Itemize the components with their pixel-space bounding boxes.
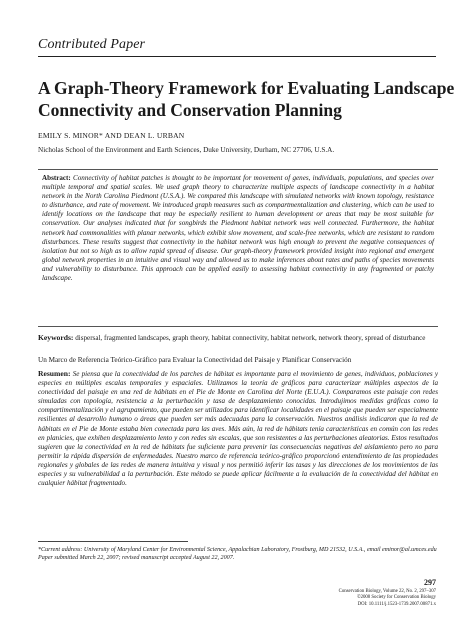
spanish-title: Un Marco de Referencia Teórico-Gráfico para Evaluar la Conectividad del Paisaje y Planificar Conservación bbox=[38, 356, 352, 364]
journal-citation: Conservation Biology, Volume 22, No. 2, 297–307 bbox=[338, 589, 436, 594]
keywords-label: Keywords: bbox=[38, 333, 74, 342]
paper-title bbox=[38, 77, 455, 121]
title-line: Connectivity and Conservation Planning bbox=[38, 100, 342, 120]
resumen-text: Se piensa que la conectividad de los parches de hábitat es importante para el movimiento de genes, individuos, poblaciones y especies en múltiples escalas temporales y espaciales. Utilizamos la teoría de gráficos para caracterizar múltiples aspectos de la conectividad del paisaje en una red de hábitats en el Pie de Monte en Carolina del Norte (E.U.A.). Comparamos este paisaje con redes simuladas con topología, resistencia a la perturbación y tasa de desplazamiento conocidas. Introdujimos medidas gráficas como la compartimentalización y el agrupamiento, que pueden ser utilizados para identificar localidades en el paisaje que pueden ser especialmente resilientes al desarrollo humano o áreas que pueden ser más adecuadas para la conservación. Nuestros análisis indicaron que la red de hábitats en el Pie de Monte estaba bien conectada para las aves. Más aún, la red de hábitats tenía características en común con las redes en planicies, que exhiben desplazamiento lento y con redes sin escalas, que son resistentes a las perturbaciones aleatorias. Estos resultados sugieren que la conectividad en la red de hábitats fue suficiente para prevenir las consecuencias negativas del aislamiento pero no para permitir la rápida dispersión de enfermedades. Nuestro marco de referencia teórico-gráfico proporcionó entendimiento de las propiedades regionales y globales de las redes de manera intuitiva y visual y nos permitió inferir las tasas y las direcciones de los movimientos de las especies y su vulnerabilidad a la perturbación. Este método se puede aplicar fácilmente a la evaluación de la conectividad del hábitat en cualquier hábitat fragmentado. bbox=[38, 370, 438, 488]
section-label: Contributed Paper bbox=[38, 37, 146, 52]
abstract bbox=[42, 174, 434, 283]
keywords-text: dispersal, fragmented landscapes, graph theory, habitat connectivity, habitat network, network theory, spread of disturbance bbox=[75, 334, 426, 342]
resumen-label: Resumen: bbox=[38, 369, 71, 378]
footnote-address: *Current address: University of Maryland Center for Environmental Science, Appalachian Laboratory, Frostburg, MD 21532, U.S.A., email eminor@al.umces.edu bbox=[38, 547, 437, 553]
journal-copyright: ©2008 Society for Conservation Biology bbox=[356, 595, 436, 601]
abstract-text: Connectivity of habitat patches is thought to be important for movement of genes, individuals, populations, and species over multiple temporal and spatial scales. We used graph theory to characterize multiple aspects of landscape connectivity in a habitat network in the North Carolina Piedmont (U.S.A.). We compared this landscape with simulated networks with known topology, resistance to disturbance, and rate of movement. We introduced graph measures such as compartmentalization and clustering, which can be used to identify locations on the landscape that may be especially resilient to human development or areas that may be most suitable for conservation. Our analyses indicated that for songbirds the Piedmont habitat network was well connected. Furthermore, the habitat network had commonalities with planar networks, which exhibit slow movement, and scale-free networks, which are resistant to random disturbances. These results suggest that connectivity in the habitat network was high enough to prevent the negative consequences of isolation but not so high as to allow rapid spread of disease. Our graph-theory framework provided insight into regional and emergent global network properties in an intuitive and visual way and allowed us to make inferences about rates and paths of species movements and vulnerability to disturbance. This approach can be applied easily to assessing habitat connectivity in any fragmented or patchy landscape. bbox=[42, 174, 434, 283]
footnote-dates: Paper submitted March 22, 2007; revised manuscript accepted August 22, 2007. bbox=[38, 555, 235, 561]
journal-info bbox=[296, 589, 436, 608]
authors: EMILY S. MINOR* AND DEAN L. URBAN bbox=[38, 131, 185, 140]
journal-doi: DOI: 10.1111/j.1523-1739.2007.00871.x bbox=[357, 601, 436, 607]
keywords bbox=[38, 333, 438, 344]
title-line: A Graph-Theory Framework for Evaluating Landscape bbox=[38, 78, 455, 98]
abstract-label: Abstract: bbox=[42, 174, 71, 182]
footnotes bbox=[38, 546, 438, 562]
footnote-rule bbox=[38, 541, 188, 542]
page-number: 297 bbox=[424, 578, 436, 587]
abstract-box bbox=[38, 169, 438, 327]
header-rule bbox=[38, 56, 436, 57]
affiliation: Nicholas School of the Environment and Earth Sciences, Duke University, Durham, NC 27706, U.S.A. bbox=[38, 146, 335, 154]
resumen bbox=[38, 369, 438, 488]
